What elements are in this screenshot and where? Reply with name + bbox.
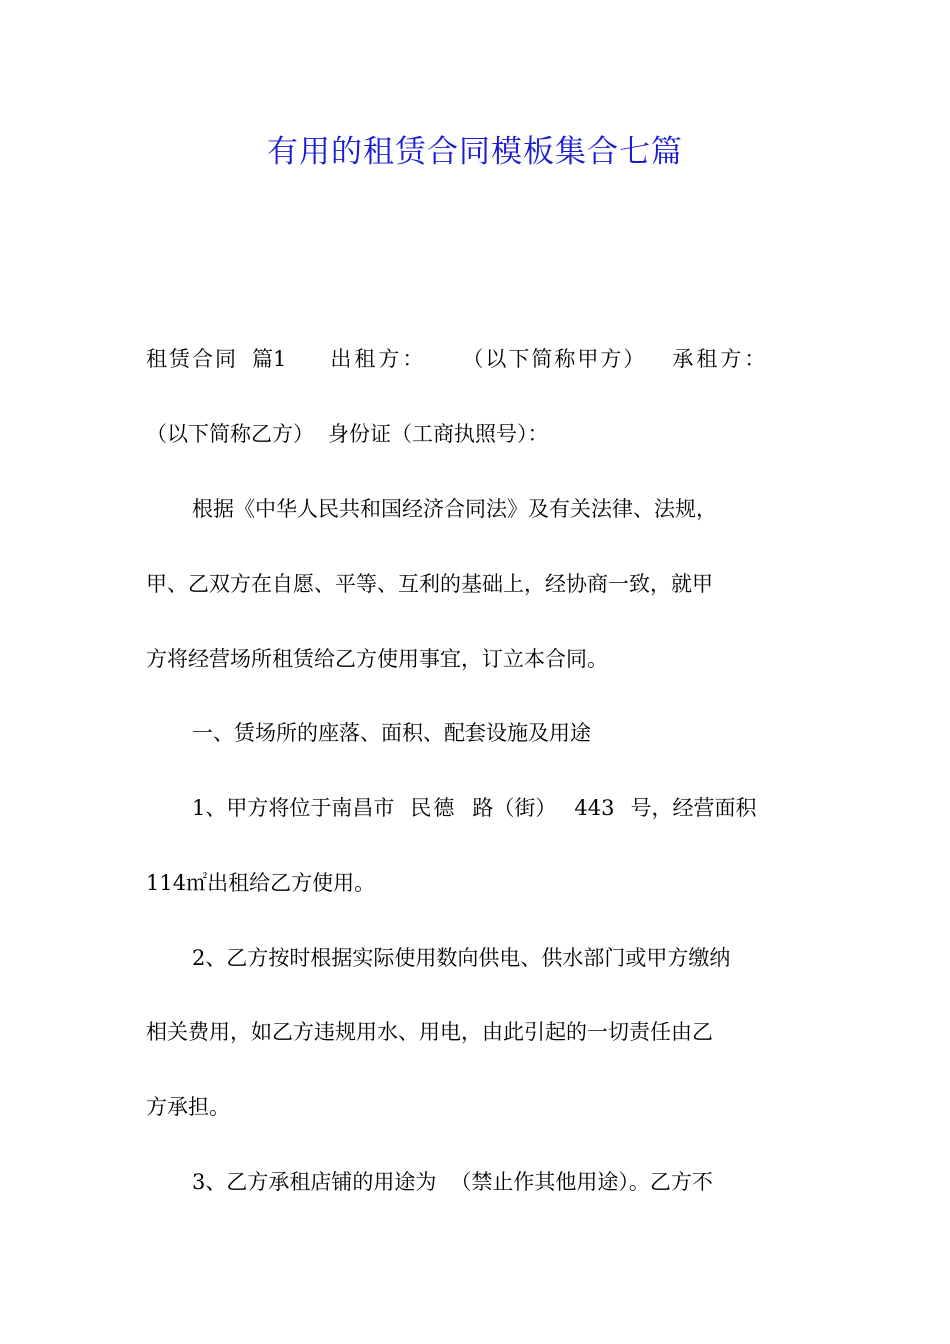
text-area-label: 号，经营面积	[630, 796, 757, 820]
text-contract-label: 租赁合同	[146, 347, 238, 371]
paragraph-line-2	[146, 416, 810, 452]
paragraph-line-7	[192, 790, 810, 826]
paragraph-line-1	[146, 341, 810, 377]
paragraph-line-10: 相关费用，如乙方违规用水、用电，由此引起的一切责任由乙	[146, 1020, 713, 1044]
text-article-number: 篇1	[252, 347, 287, 371]
text-lessor-label: 出租方：	[330, 347, 427, 371]
paragraph-line-8: 114㎡出租给乙方使用。	[146, 871, 376, 895]
paragraph-line-9: 2、乙方按时根据实际使用数向供电、供水部门或甲方缴纳	[192, 946, 731, 970]
paragraph-line-5: 方将经营场所租赁给乙方使用事宜，订立本合同。	[146, 647, 608, 671]
text-usage-restriction: （禁止作其他用途）。乙方不	[450, 1170, 713, 1194]
document-title: 有用的租赁合同模板集合七篇	[267, 134, 683, 170]
text-id-label: 身份证（工商执照号）：	[328, 422, 549, 446]
text-location-prefix: 1、甲方将位于南昌市	[192, 796, 395, 820]
text-house-number: 443	[574, 796, 615, 820]
text-lessee-abbrev: （以下简称乙方）	[146, 422, 314, 446]
text-lessee-label: 承租方：	[672, 347, 769, 371]
paragraph-line-4: 甲、乙双方在自愿、平等、互利的基础上，经协商一致，就甲	[146, 572, 713, 596]
text-lessor-abbrev: （以下简称甲方）	[462, 347, 647, 371]
paragraph-line-11: 方承担。	[146, 1095, 230, 1119]
text-usage-prefix: 3、乙方承租店铺的用途为	[192, 1170, 437, 1194]
section-heading-1: 一、赁场所的座落、面积、配套设施及用途	[192, 721, 591, 745]
text-road-name: 民德	[410, 796, 457, 820]
paragraph-line-3: 根据《中华人民共和国经济合同法》及有关法律、法规，	[192, 497, 717, 521]
paragraph-line-12	[192, 1164, 810, 1200]
text-road-suffix: 路（街）	[472, 796, 557, 820]
